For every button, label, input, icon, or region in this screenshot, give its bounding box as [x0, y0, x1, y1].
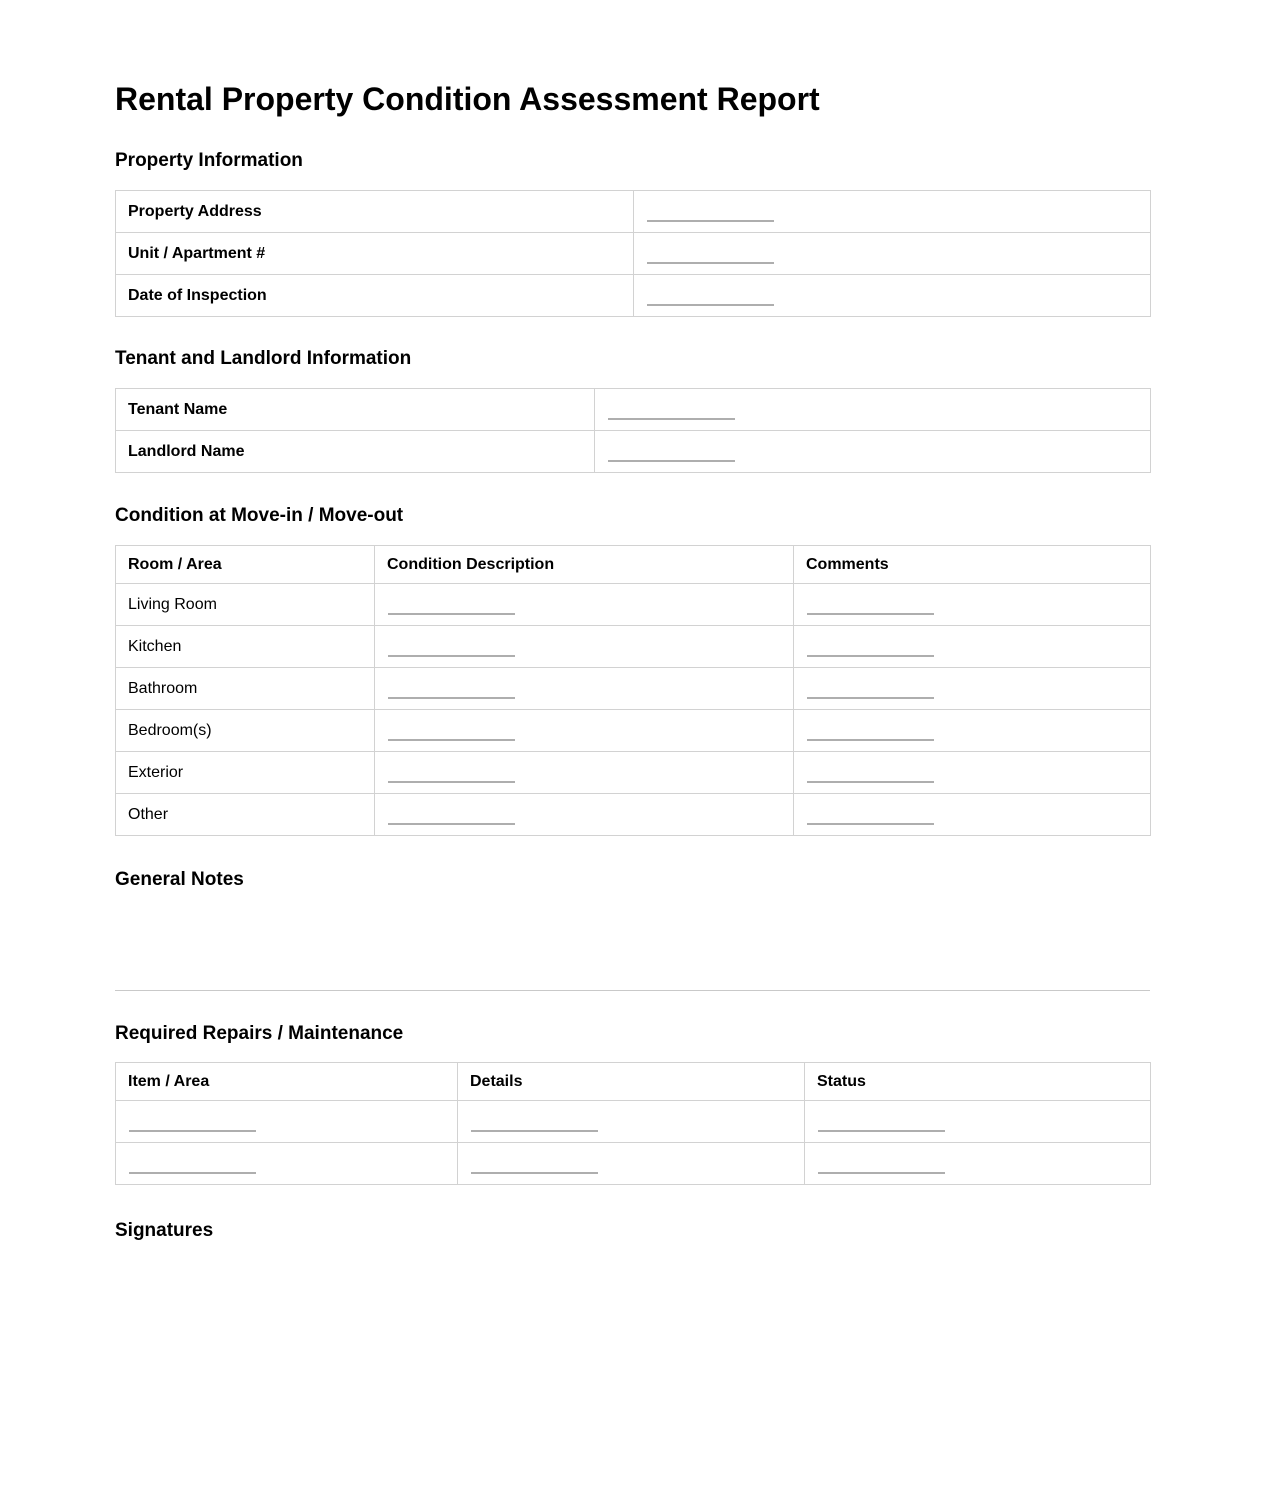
- fill-in-line[interactable]: [647, 262, 774, 264]
- column-header: Item / Area: [116, 1063, 458, 1101]
- table-row: [116, 752, 1151, 794]
- column-header: Details: [458, 1063, 805, 1101]
- condition-description-cell: [375, 752, 794, 794]
- fill-in-line[interactable]: [807, 655, 934, 657]
- fill-in-line[interactable]: [807, 781, 934, 783]
- field-value-cell: [595, 389, 1151, 431]
- fill-in-line[interactable]: [388, 613, 515, 615]
- table-row: [116, 389, 1151, 431]
- section-condition: [115, 504, 1150, 836]
- table-row: [116, 431, 1151, 473]
- comments-cell: [794, 584, 1151, 626]
- section-property-information: [115, 149, 1150, 317]
- fill-in-line[interactable]: [807, 739, 934, 741]
- field-label: Landlord Name: [116, 431, 595, 473]
- fill-in-line[interactable]: [388, 697, 515, 699]
- comments-cell: [794, 668, 1151, 710]
- item-area-cell: [116, 1101, 458, 1143]
- fill-in-line[interactable]: [647, 304, 774, 306]
- table-row: [116, 233, 1151, 275]
- comments-cell: [794, 752, 1151, 794]
- condition-table: [115, 545, 1151, 836]
- general-notes-heading: General Notes: [115, 869, 244, 890]
- field-value-cell: [634, 275, 1151, 317]
- field-label: Date of Inspection: [116, 275, 634, 317]
- room-area-label: Bedroom(s): [116, 710, 375, 752]
- signatures-heading: Signatures: [115, 1220, 214, 1241]
- section-divider: [115, 990, 1150, 991]
- table-row: [116, 668, 1151, 710]
- fill-in-line[interactable]: [608, 418, 735, 420]
- room-area-label: Kitchen: [116, 626, 375, 668]
- fill-in-line[interactable]: [129, 1172, 256, 1174]
- room-area-label: Exterior: [116, 752, 375, 794]
- column-header: Condition Description: [375, 546, 794, 584]
- table-row: [116, 584, 1151, 626]
- table-row: [116, 275, 1151, 317]
- section-tenant-landlord: [115, 347, 1150, 473]
- condition-description-cell: [375, 668, 794, 710]
- room-area-label: Bathroom: [116, 668, 375, 710]
- condition-heading: Condition at Move-in / Move-out: [115, 505, 404, 526]
- field-label: Unit / Apartment #: [116, 233, 634, 275]
- table-row: [116, 1143, 1151, 1185]
- fill-in-line[interactable]: [807, 613, 934, 615]
- section-general-notes: [115, 868, 1150, 991]
- details-cell: [458, 1101, 805, 1143]
- room-area-label: Living Room: [116, 584, 375, 626]
- condition-description-cell: [375, 794, 794, 836]
- fill-in-line[interactable]: [388, 781, 515, 783]
- section-signatures: [115, 1219, 1150, 1242]
- column-header: Status: [805, 1063, 1151, 1101]
- fill-in-line[interactable]: [129, 1130, 256, 1132]
- fill-in-line[interactable]: [818, 1130, 945, 1132]
- fill-in-line[interactable]: [807, 697, 934, 699]
- fill-in-line[interactable]: [388, 655, 515, 657]
- fill-in-line[interactable]: [471, 1172, 598, 1174]
- field-value-cell: [634, 233, 1151, 275]
- comments-cell: [794, 794, 1151, 836]
- general-notes-area: [115, 891, 1150, 990]
- column-header: Comments: [794, 546, 1151, 584]
- details-cell: [458, 1143, 805, 1185]
- condition-description-cell: [375, 584, 794, 626]
- property-information-heading: Property Information: [115, 150, 303, 171]
- field-value-cell: [595, 431, 1151, 473]
- field-label: Property Address: [116, 191, 634, 233]
- condition-description-cell: [375, 626, 794, 668]
- table-row: [116, 794, 1151, 836]
- status-cell: [805, 1143, 1151, 1185]
- fill-in-line[interactable]: [388, 823, 515, 825]
- table-row: [116, 191, 1151, 233]
- property-information-table: [115, 190, 1151, 317]
- fill-in-line[interactable]: [388, 739, 515, 741]
- table-header-row: [116, 546, 1151, 584]
- table-row: [116, 1101, 1151, 1143]
- tenant-landlord-table: [115, 388, 1151, 473]
- table-row: [116, 626, 1151, 668]
- repairs-heading: Required Repairs / Maintenance: [115, 1023, 404, 1044]
- status-cell: [805, 1101, 1151, 1143]
- comments-cell: [794, 626, 1151, 668]
- room-area-label: Other: [116, 794, 375, 836]
- condition-description-cell: [375, 710, 794, 752]
- document-title: Rental Property Condition Assessment Report: [115, 81, 820, 117]
- fill-in-line[interactable]: [471, 1130, 598, 1132]
- fill-in-line[interactable]: [818, 1172, 945, 1174]
- document-page: [115, 0, 1150, 1242]
- field-label: Tenant Name: [116, 389, 595, 431]
- table-row: [116, 710, 1151, 752]
- fill-in-line[interactable]: [647, 220, 774, 222]
- column-header: Room / Area: [116, 546, 375, 584]
- tenant-landlord-heading: Tenant and Landlord Information: [115, 348, 412, 369]
- comments-cell: [794, 710, 1151, 752]
- fill-in-line[interactable]: [608, 460, 735, 462]
- section-repairs: [115, 1022, 1150, 1185]
- repairs-table: [115, 1062, 1151, 1185]
- item-area-cell: [116, 1143, 458, 1185]
- fill-in-line[interactable]: [807, 823, 934, 825]
- table-header-row: [116, 1063, 1151, 1101]
- field-value-cell: [634, 191, 1151, 233]
